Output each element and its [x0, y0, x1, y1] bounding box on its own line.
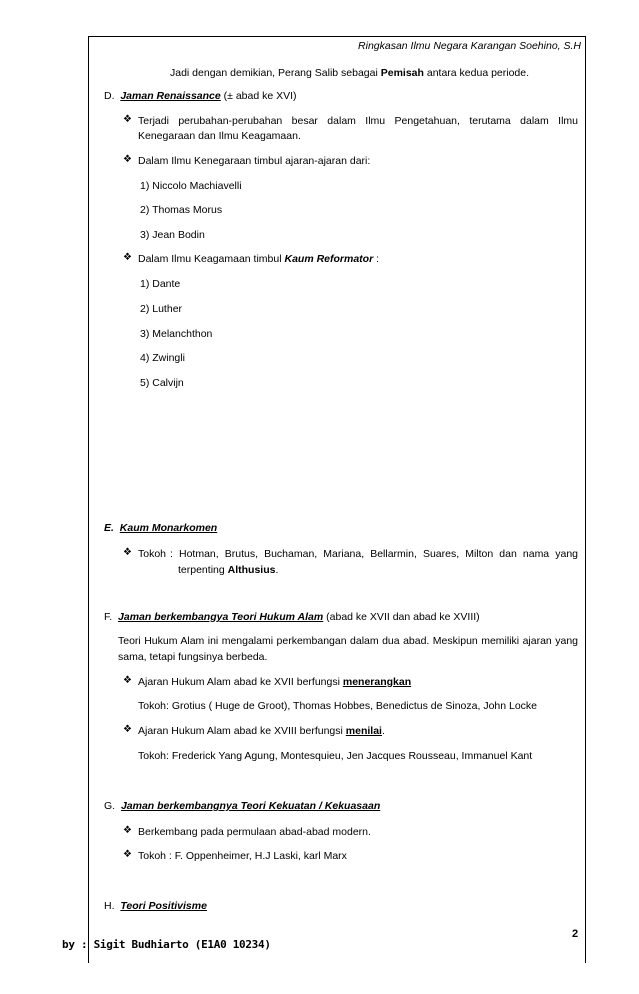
list-item: 2) Thomas Morus	[140, 204, 223, 216]
intro-text-end: antara kedua periode.	[423, 67, 530, 79]
tokoh-list-cont	[178, 563, 278, 577]
tokoh-bold: Althusius	[227, 564, 276, 576]
paragraph-line: sama, tetapi fungsinya berbeda.	[118, 651, 268, 663]
section-letter: H.	[104, 900, 115, 912]
section-title: Jaman berkembangnya Teori Kekuatan / Kekuasaan	[120, 800, 381, 812]
section-letter: G.	[104, 800, 116, 812]
list-item: 2) Luther	[140, 303, 183, 315]
section-title: Jaman Renaissance	[120, 90, 221, 102]
bullet-text	[138, 724, 385, 738]
bullet-text	[138, 675, 411, 689]
bullet-text: Dalam Ilmu Kenegaraan timbul ajaran-ajaran dari:	[138, 155, 371, 167]
bullet-text-end: .	[381, 725, 385, 737]
running-header: Ringkasan Ilmu Negara Karangan Soehino, S.H	[358, 40, 581, 52]
bullet-text-bold: menilai	[345, 725, 382, 737]
diamond-bullet-icon: ❖	[123, 547, 132, 558]
paragraph-line: Terjadi perubahan-perubahan besar dalam Ilmu Pengetahuan, terutama dalam Ilmu	[138, 115, 578, 127]
bullet-text: Berkembang pada permulaan abad-abad modern.	[138, 826, 371, 838]
section-f-heading	[104, 610, 480, 624]
section-title: Jaman berkembangya Teori Hukum Alam	[118, 611, 324, 623]
section-letter: D.	[104, 90, 115, 102]
paragraph-line: Kenegaraan dan Ilmu Keagamaan.	[138, 130, 301, 142]
tokoh-line: Tokoh: Grotius ( Huge de Groot), Thomas Hobbes, Benedictus de Sinoza, John Locke	[138, 700, 538, 712]
section-g-heading	[104, 799, 380, 813]
list-item: 1) Dante	[140, 278, 181, 290]
tokoh-line: Tokoh: Frederick Yang Agung, Montesquieu, Jen Jacques Rousseau, Immanuel Kant	[138, 750, 533, 762]
diamond-bullet-icon: ❖	[123, 252, 132, 263]
bullet-text-bold: Kaum Reformator	[284, 253, 374, 265]
paragraph-line: Teori Hukum Alam ini mengalami perkembangan dalam dua abad. Meskipun memiliki ajaran yang	[118, 635, 578, 647]
bullet-text	[138, 252, 379, 266]
section-letter: F.	[104, 611, 113, 623]
intro-text: Jadi dengan demikian, Perang Salib sebagai	[170, 67, 381, 79]
diamond-bullet-icon: ❖	[123, 724, 132, 735]
page-number: 2	[572, 928, 579, 940]
tokoh-text: terpenting	[178, 564, 228, 576]
list-item: 3) Jean Bodin	[140, 229, 205, 241]
section-suffix: (abad ke XVII dan abad ke XVIII)	[323, 611, 480, 623]
section-suffix: (± abad ke XVI)	[220, 90, 297, 102]
section-letter: E.	[104, 522, 114, 534]
section-e-heading	[104, 521, 217, 535]
tokoh-label: Tokoh	[138, 548, 167, 560]
section-title: Kaum Monarkomen	[119, 522, 218, 534]
list-item: 3) Melanchthon	[140, 328, 213, 340]
intro-line	[170, 66, 529, 80]
section-title: Teori Positivisme	[120, 900, 207, 912]
tokoh-list: : Hotman, Brutus, Buchaman, Mariana, Bellarmin, Suares, Milton dan nama yang	[170, 548, 578, 560]
list-item: 5) Calvijn	[140, 377, 184, 389]
diamond-bullet-icon: ❖	[123, 114, 132, 125]
section-d-heading	[104, 89, 297, 103]
bullet-text-part: Dalam Ilmu Keagamaan timbul	[138, 253, 285, 265]
page-frame	[88, 36, 586, 963]
bullet-text: Tokoh : F. Oppenheimer, H.J Laski, karl Marx	[138, 850, 347, 862]
bullet-text-part: Ajaran Hukum Alam abad ke XVII berfungsi	[138, 676, 343, 688]
list-item: 4) Zwingli	[140, 352, 185, 364]
list-item: 1) Niccolo Machiavelli	[140, 180, 242, 192]
bullet-text-part: Ajaran Hukum Alam abad ke XVIII berfungsi	[138, 725, 346, 737]
diamond-bullet-icon: ❖	[123, 675, 132, 686]
bullet-text-end: :	[373, 253, 380, 265]
diamond-bullet-icon: ❖	[123, 154, 132, 165]
intro-bold: Pemisah	[380, 67, 424, 79]
diamond-bullet-icon: ❖	[123, 825, 132, 836]
bullet-text-bold: menerangkan	[342, 676, 412, 688]
footer-credit: by : Sigit Budhiarto (E1A0 10234)	[62, 938, 271, 951]
tokoh-text-end: .	[275, 564, 279, 576]
diamond-bullet-icon: ❖	[123, 849, 132, 860]
section-h-heading	[104, 899, 207, 913]
